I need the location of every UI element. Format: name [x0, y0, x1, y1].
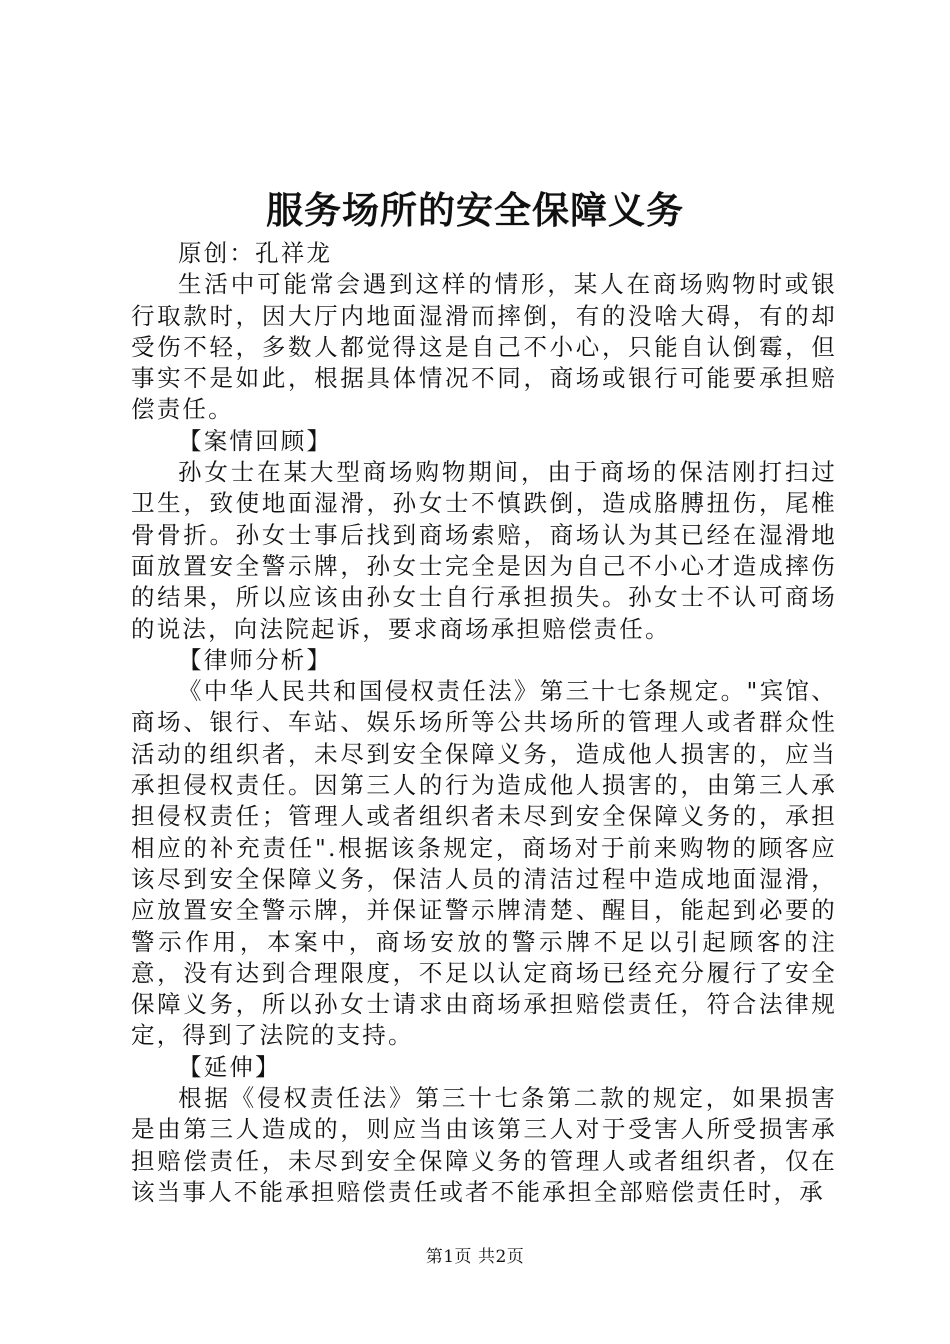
intro-paragraph: 生活中可能常会遇到这样的情形，某人在商场购物时或银行取款时，因大厅内地面湿滑而摔倒，有的没啥大碍，有的却受伤不轻，多数人都觉得这是自己不小心，只能自认倒霉，但事实不是如此，根据具体情况不同，商场或银行可能要承担赔偿责任。 — [131, 270, 837, 424]
section-heading-extension: 【延伸】 — [178, 1052, 281, 1081]
section-heading-case-review: 【案情回顾】 — [178, 426, 333, 455]
case-paragraph: 孙女士在某大型商场购物期间，由于商场的保洁刚打扫过卫生，致使地面湿滑，孙女士不慎跌倒，造成胳膊扭伤，尾椎骨骨折。孙女士事后找到商场索赔，商场认为其已经在湿滑地面放置安全警示牌，孙女士完全是因为自己不小心才造成摔伤的结果，所以应该由孙女士自行承担损失。孙女士不认可商场的说法，向法院起诉，要求商场承担赔偿责任。 — [131, 458, 837, 643]
extension-paragraph: 根据《侵权责任法》第三十七条第二款的规定，如果损害是由第三人造成的，则应当由该第三人对于受害人所受损害承担赔偿责任，未尽到安全保障义务的管理人或者组织者，仅在该当事人不能承担赔偿责任或者不能承担全部赔偿责任时，承 — [131, 1084, 837, 1206]
document-body — [131, 238, 837, 1208]
author-line: 原创：孔祥龙 — [178, 239, 333, 267]
section-heading-lawyer-analysis: 【律师分析】 — [178, 645, 333, 674]
page-title: 服务场所的安全保障义务 — [266, 188, 684, 232]
page-footer: 第1页 共2页 — [425, 1247, 525, 1267]
analysis-paragraph: 《中华人民共和国侵权责任法》第三十七条规定。"宾馆、商场、银行、车站、娱乐场所等公共场所的管理人或者群众性活动的组织者，未尽到安全保障义务，造成他人损害的，应当承担侵权责任。因第三人的行为造成他人损害的，由第三人承担侵权责任；管理人或者组织者未尽到安全保障义务的，承担相应的补充责任".根据该条规定，商场对于前来购物的顾客应该尽到安全保障义务，保洁人员的清洁过程中造成地面湿滑，应放置安全警示牌，并保证警示牌清楚、醒目，能起到必要的警示作用，本案中，商场安放的警示牌不足以引起顾客的注意，没有达到合理限度，不足以认定商场已经充分履行了安全保障义务，所以孙女士请求由商场承担赔偿责任，符合法律规定，得到了法院的支持。 — [131, 677, 837, 1050]
